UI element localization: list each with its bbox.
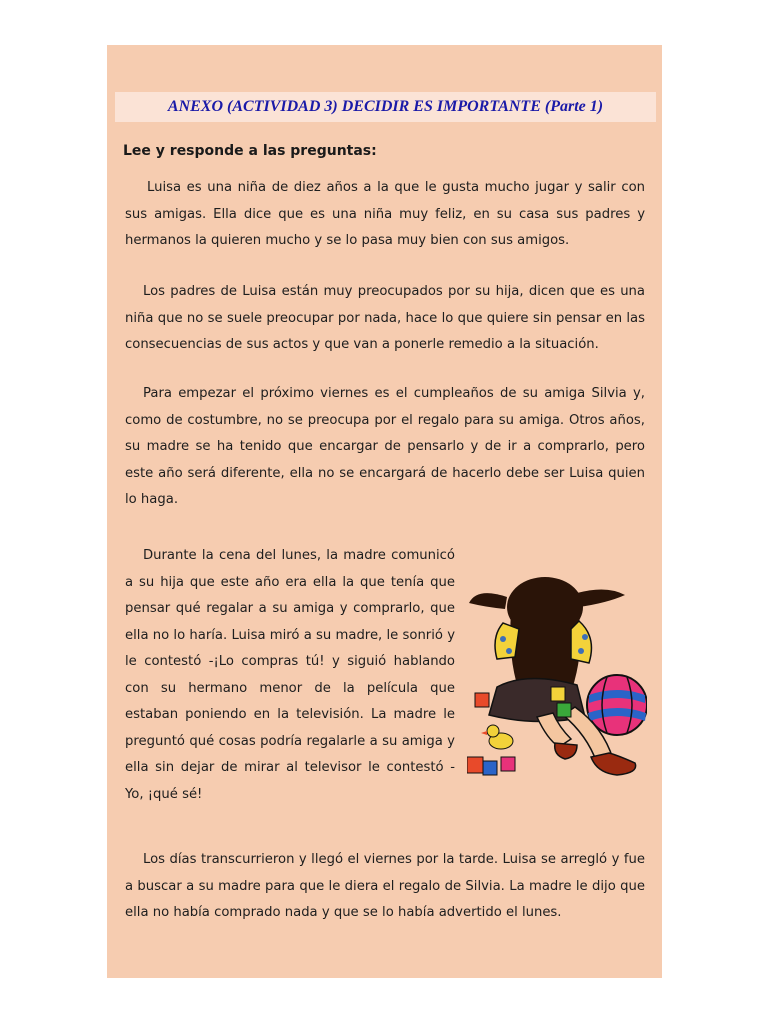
instruction-prompt: Lee y responde a las preguntas: — [123, 143, 377, 159]
girl-playing-illustration — [467, 567, 647, 795]
shoe-icon — [555, 743, 577, 759]
toy-duck-icon — [481, 725, 513, 749]
document-page — [107, 45, 662, 978]
paragraph-1: Luisa es una niña de diez años a la que le gusta mucho jugar y salir con sus amigas. Ella dice que es una niña muy feliz, en su casa sus padres y hermanos la quieren mucho y se lo pasa muy bien con sus amigos. — [125, 180, 645, 248]
paragraph-5: Los días transcurrieron y llegó el viernes por la tarde. Luisa se arregló y fue a buscar a su madre para que le diera el regalo de Silvia. La madre le dijo que ella no había comprado nada y que se lo había advertido el lunes. — [125, 852, 645, 920]
document-title: ANEXO (ACTIVIDAD 3) DECIDIR ES IMPORTANTE (Parte 1) — [167, 98, 604, 115]
shoe-icon — [591, 753, 636, 775]
title-banner — [115, 92, 656, 122]
paragraph-3: Para empezar el próximo viernes es el cumpleaños de su amiga Silvia y, como de costumbre, no se preocupa por el regalo para su amiga. Otros años, su madre se ha tenido que encargar de pensarlo y de ir a comprarlo, pero este año será diferente, ella no se encargará de hacerlo debe ser Luisa quien lo haga. — [125, 386, 645, 507]
paragraph-4: Durante la cena del lunes, la madre comunicó a su hija que este año era ella la que tenía que pensar qué regalar a su amiga y comprarlo, que ella no lo haría. Luisa miró a su madre, le sonrió y le contestó -¡Lo compras tú! y siguió hablando con su hermano menor de la película que estaban poniendo en la televisión. La madre le preguntó qué cosas podría regalarle a su amiga y ella sin dejar de mirar al televisor le contestó - Yo, ¡qué sé! — [125, 548, 455, 802]
paragraph-2: Los padres de Luisa están muy preocupados por su hija, dicen que es una niña que no se suele preocupar por nada, hace lo que quiere sin pensar en las consecuencias de sus actos y que van a ponerle remedio a la situación. — [125, 284, 645, 352]
